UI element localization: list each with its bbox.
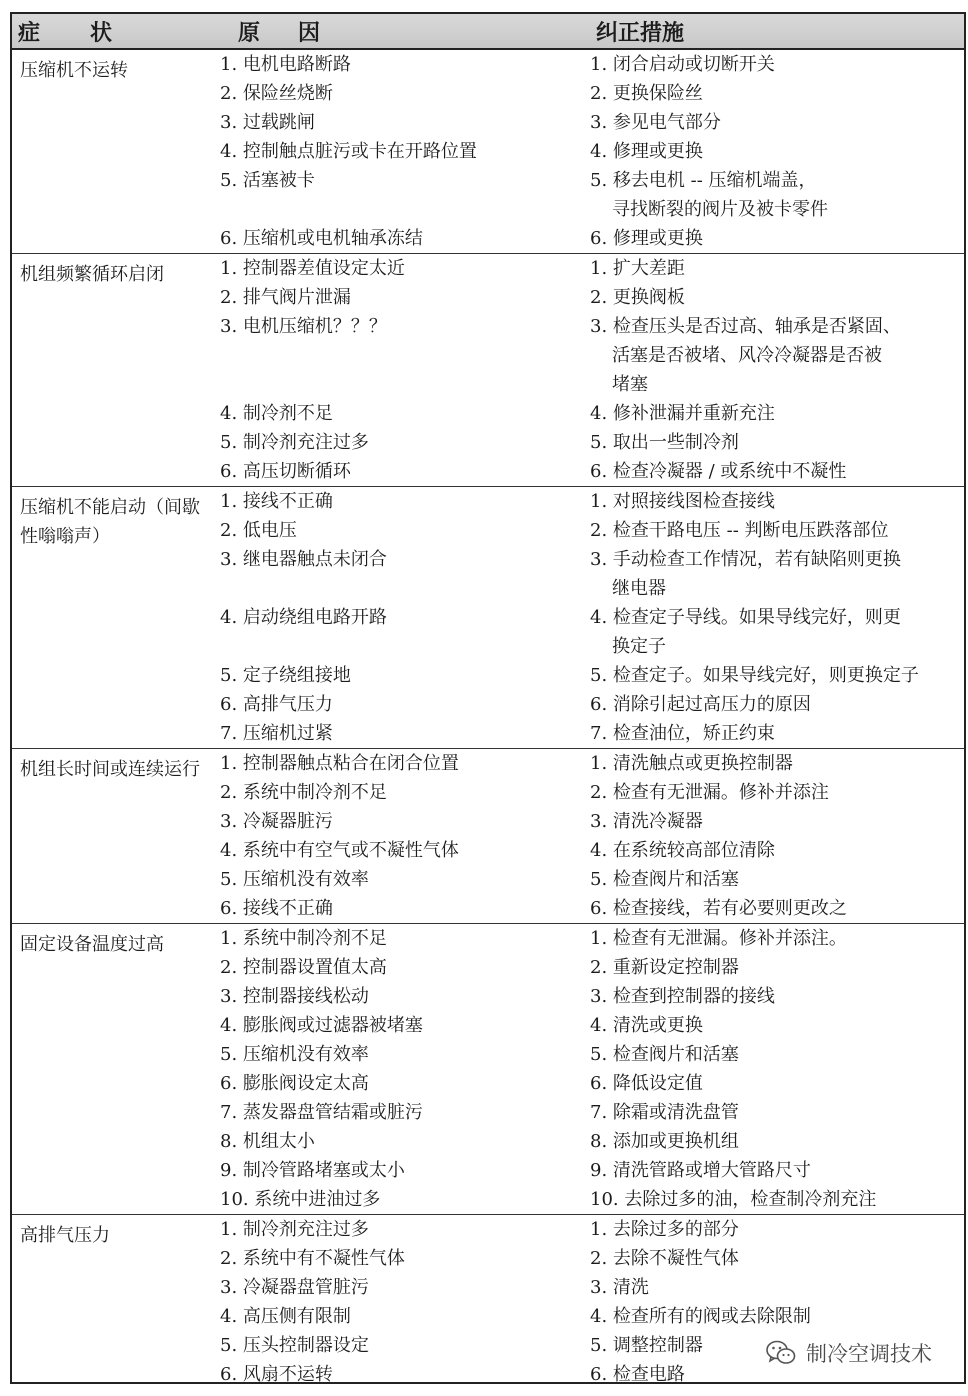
fix-line: 1. 对照接线图检查接线 [590,491,775,512]
wechat-icon [766,1340,796,1366]
symptom-cell: 压缩机不运转 [12,49,212,254]
cause-line [212,574,574,603]
cause-line: 1. 控制器差值设定太近 [220,258,405,279]
cause-line [212,195,574,224]
header-fix: 纠正措施 [574,14,964,49]
cause-line: 5. 压头控制器设定 [220,1335,369,1356]
cause-line [212,632,574,661]
cause-line: 5. 制冷剂充注过多 [220,432,369,453]
fix-line: 继电器 [612,578,666,599]
fix-line: 3. 检查压头是否过高、轴承是否紧固、 [590,316,901,337]
fix-cell [574,749,964,924]
fix-line: 5. 移去电机 -- 压缩机端盖， [590,170,817,191]
cause-line: 1. 控制器触点粘合在闭合位置 [220,753,459,774]
fix-line: 5. 检查阀片和活塞 [590,1044,739,1065]
cause-line: 6. 压缩机或电机轴承冻结 [220,228,423,249]
fix-line: 2. 去除不凝性气体 [590,1248,739,1269]
cause-cell [212,749,574,924]
cause-cell [212,254,574,487]
fix-cell [574,487,964,749]
cause-line: 5. 活塞被卡 [220,170,315,191]
cause-line: 7. 压缩机过紧 [220,723,333,744]
fix-line: 换定子 [612,636,666,657]
troubleshooting-table-frame [10,12,966,1384]
fix-line: 3. 清洗 [590,1277,649,1298]
fix-line: 6. 消除引起过高压力的原因 [590,694,811,715]
cause-line: 2. 控制器设置值太高 [220,957,387,978]
symptom-cell: 机组频繁循环启闭 [12,254,212,487]
fix-line: 4. 修补泄漏并重新充注 [590,403,775,424]
cause-line: 2. 系统中有不凝性气体 [220,1248,405,1269]
cause-line: 4. 制冷剂不足 [220,403,333,424]
symptom-cell: 机组长时间或连续运行 [12,749,212,924]
cause-line: 6. 高排气压力 [220,694,333,715]
cause-line: 4. 膨胀阀或过滤器被堵塞 [220,1015,423,1036]
cause-line: 3. 控制器接线松动 [220,986,369,1007]
cause-cell [212,487,574,749]
fix-line: 6. 检查接线，若有必要则更改之 [590,898,847,919]
symptom-cell: 压缩机不能启动（间歇性嗡嗡声） [12,487,212,749]
fix-line: 2. 更换保险丝 [590,83,703,104]
fix-line: 3. 检查到控制器的接线 [590,986,775,1007]
fix-line: 8. 添加或更换机组 [590,1131,739,1152]
troubleshooting-table [12,14,964,1384]
fix-line: 5. 取出一些制冷剂 [590,432,739,453]
cause-line: 3. 冷凝器盘管脏污 [220,1277,369,1298]
cause-line: 6. 接线不正确 [220,898,333,919]
fix-line: 9. 清洗管路或增大管路尺寸 [590,1160,811,1181]
cause-line: 1. 接线不正确 [220,491,333,512]
watermark-text: 制冷空调技术 [806,1342,932,1366]
fix-line: 2. 检查干路电压 -- 判断电压跌落部位 [590,520,889,541]
cause-line: 4. 系统中有空气或不凝性气体 [220,840,459,861]
fix-cell [574,924,964,1215]
cause-line: 1. 制冷剂充注过多 [220,1219,369,1240]
cause-line: 3. 冷凝器脏污 [220,811,333,832]
fix-line: 7. 除霜或清洗盘管 [590,1102,739,1123]
fix-line: 4. 检查定子导线。如果导线完好，则更 [590,607,901,628]
fix-line: 6. 检查冷凝器 / 或系统中不凝性 [590,461,847,482]
fix-line: 6. 检查电路 [590,1364,685,1384]
fix-line: 5. 检查阀片和活塞 [590,869,739,890]
cause-line: 5. 定子绕组接地 [220,665,351,686]
cause-line: 6. 高压切断循环 [220,461,351,482]
cause-line: 6. 风扇不运转 [220,1364,333,1384]
table-row [12,487,964,749]
fix-line: 2. 检查有无泄漏。修补并添注 [590,782,829,803]
fix-line: 4. 在系统较高部位清除 [590,840,775,861]
fix-line: 3. 手动检查工作情况，若有缺陷则更换 [590,549,901,570]
cause-line: 2. 系统中制冷剂不足 [220,782,387,803]
table-row [12,49,964,254]
cause-line: 6. 膨胀阀设定太高 [220,1073,369,1094]
header-symptom: 症 状 [12,14,212,49]
fix-line: 1. 闭合启动或切断开关 [590,54,775,75]
fix-line: 堵塞 [612,374,648,395]
table-row [12,749,964,924]
table-row [12,924,964,1215]
fix-line: 活塞是否被堵、风冷冷凝器是否被 [612,345,882,366]
cause-line: 3. 过载跳闸 [220,112,315,133]
cause-line: 4. 高压侧有限制 [220,1306,351,1327]
cause-cell [212,1215,574,1385]
fix-line: 6. 降低设定值 [590,1073,703,1094]
fix-line: 3. 清洗冷凝器 [590,811,703,832]
symptom-cell: 高排气压力 [20,1225,110,1246]
cause-line: 2. 排气阀片泄漏 [220,287,351,308]
fix-line: 1. 清洗触点或更换控制器 [590,753,793,774]
cause-line: 2. 低电压 [220,520,297,541]
fix-line: 6. 修理或更换 [590,228,703,249]
cause-line: 1. 系统中制冷剂不足 [220,928,387,949]
watermark [766,1338,932,1368]
cause-line: 5. 压缩机没有效率 [220,869,369,890]
table-row [12,254,964,487]
symptom-cell: 固定设备温度过高 [12,924,212,1215]
cause-line: 3. 继电器触点未闭合 [220,549,387,570]
fix-line: 1. 检查有无泄漏。修补并添注。 [590,928,847,949]
fix-line: 7. 检查油位，矫正约束 [590,723,775,744]
cause-cell [212,924,574,1215]
cause-line: 4. 控制触点脏污或卡在开路位置 [220,141,477,162]
fix-line: 3. 参见电气部分 [590,112,721,133]
cause-line: 2. 保险丝烧断 [220,83,333,104]
cause-line: 4. 启动绕组电路开路 [220,607,387,628]
cause-cell [212,49,574,254]
fix-line: 2. 更换阀板 [590,287,685,308]
cause-line [212,341,574,370]
fix-cell [574,49,964,254]
fix-line: 4. 检查所有的阀或去除限制 [590,1306,811,1327]
fix-line: 2. 重新设定控制器 [590,957,739,978]
header-cause: 原 因 [212,14,574,49]
cause-line: 1. 电机电路断路 [220,54,351,75]
fix-line: 1. 扩大差距 [590,258,685,279]
fix-cell [574,254,964,487]
cause-line: 7. 蒸发器盘管结霜或脏污 [220,1102,423,1123]
fix-line: 1. 去除过多的部分 [590,1219,739,1240]
fix-line: 5. 检查定子。如果导线完好，则更换定子 [590,665,919,686]
cause-line: 8. 机组太小 [220,1131,315,1152]
cause-line: 3. 电机压缩机？？？ [220,316,387,337]
fix-line: 10. 去除过多的油，检查制冷剂充注 [590,1189,877,1210]
fix-line: 5. 调整控制器 [590,1335,703,1356]
cause-line: 5. 压缩机没有效率 [220,1044,369,1065]
cause-line: 9. 制冷管路堵塞或太小 [220,1160,405,1181]
fix-line: 4. 清洗或更换 [590,1015,703,1036]
fix-line: 寻找断裂的阀片及被卡零件 [612,199,828,220]
header-row [12,14,964,49]
cause-line [212,370,574,399]
cause-line: 10. 系统中进油过多 [220,1189,381,1210]
fix-line: 4. 修理或更换 [590,141,703,162]
